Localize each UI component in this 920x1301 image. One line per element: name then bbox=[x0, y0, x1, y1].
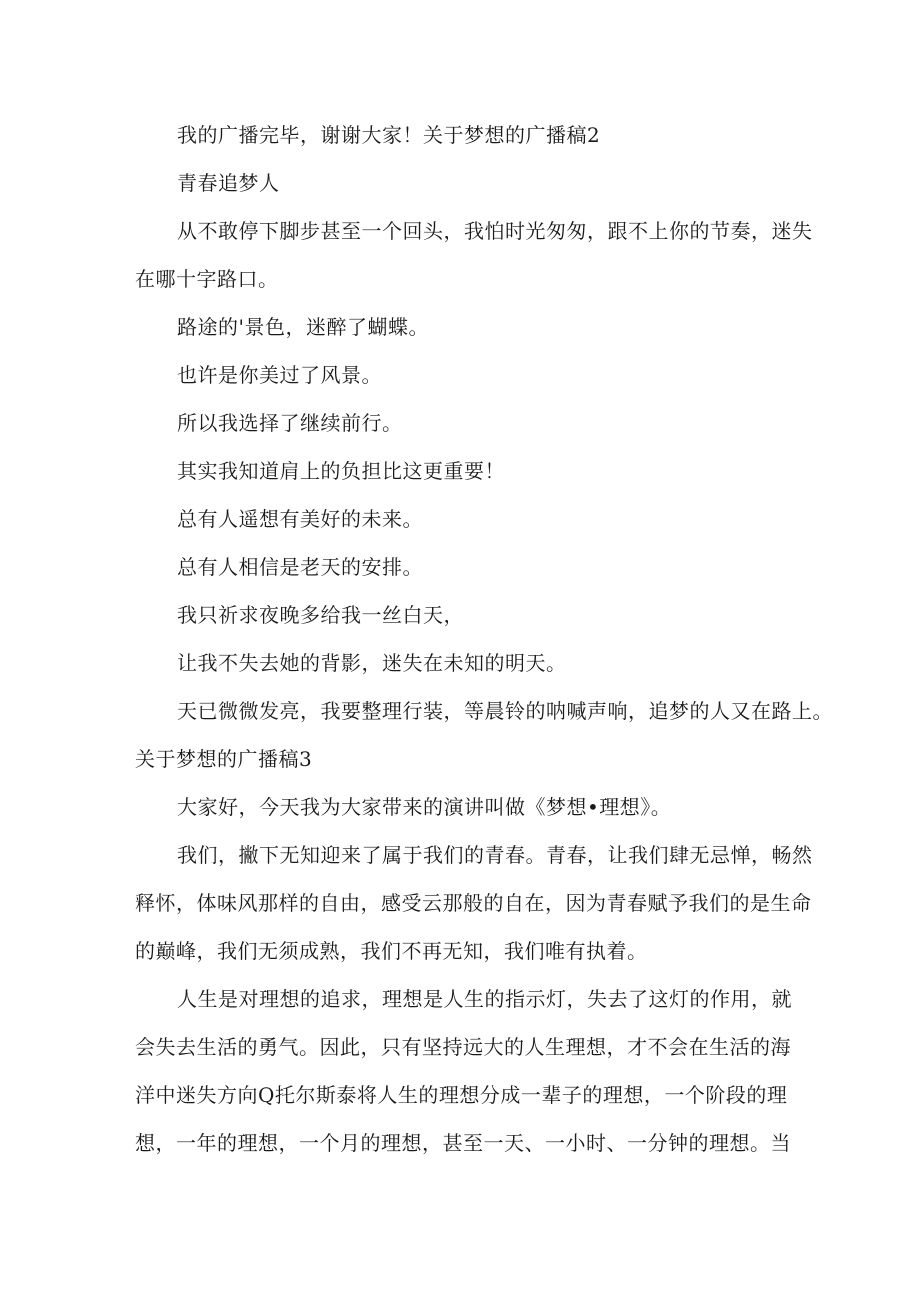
text-line: 的巅峰，我们无须成熟，我们不再无知，我们唯有执着。 bbox=[135, 939, 648, 963]
text-line: 让我不失去她的背影，迷失在未知的明天。 bbox=[177, 651, 567, 675]
text-line: 人生是对理想的追求，理想是人生的指示灯，失去了这灯的作用，就 bbox=[177, 987, 792, 1011]
section-heading: 青春追梦人 bbox=[177, 171, 280, 195]
text-line: 在哪十字路口。 bbox=[135, 267, 279, 291]
section-heading: 关于梦想的广播稿3 bbox=[135, 747, 313, 771]
text-line: 会失去生活的勇气。因此，只有坚持远大的人生理想，才不会在生活的海 bbox=[135, 1035, 791, 1059]
text-line: 所以我选择了继续前行。 bbox=[177, 411, 403, 435]
text-line: 洋中迷失方向Q托尔斯泰将人生的理想分成一辈子的理想，一个阶段的理 bbox=[135, 1083, 788, 1107]
text-line: 想，一年的理想，一个月的理想，甚至一天、一小时、一分钟的理想。当 bbox=[135, 1131, 791, 1155]
text-line: 总有人相信是老天的安排。 bbox=[177, 555, 423, 579]
text-line: 天已微微发亮，我要整理行装，等晨铃的呐喊声响，追梦的人又在路上。 bbox=[177, 699, 833, 723]
text-line: 我只祈求夜晚多给我一丝白天， bbox=[177, 603, 464, 627]
text-line: 大家好，今天我为大家带来的演讲叫做《梦想•理想》。 bbox=[177, 795, 672, 819]
text-line: 我的广播完毕，谢谢大家！关于梦想的广播稿2 bbox=[177, 123, 601, 147]
text-line: 释怀，体味风那样的自由，感受云那般的自在，因为青春赋予我们的是生命 bbox=[135, 891, 812, 915]
text-line: 我们，撇下无知迎来了属于我们的青春。青春，让我们肆无忌惮，畅然 bbox=[177, 843, 813, 867]
text-line: 其实我知道肩上的负担比这更重要！ bbox=[177, 459, 505, 483]
text-line: 也许是你美过了风景。 bbox=[177, 363, 382, 387]
text-line: 路途的'景色，迷醉了蝴蝶。 bbox=[177, 315, 429, 339]
text-line: 从不敢停下脚步甚至一个回头，我怕时光匆匆，跟不上你的节奏，迷失 bbox=[177, 219, 813, 243]
text-line: 总有人遥想有美好的未来。 bbox=[177, 507, 423, 531]
